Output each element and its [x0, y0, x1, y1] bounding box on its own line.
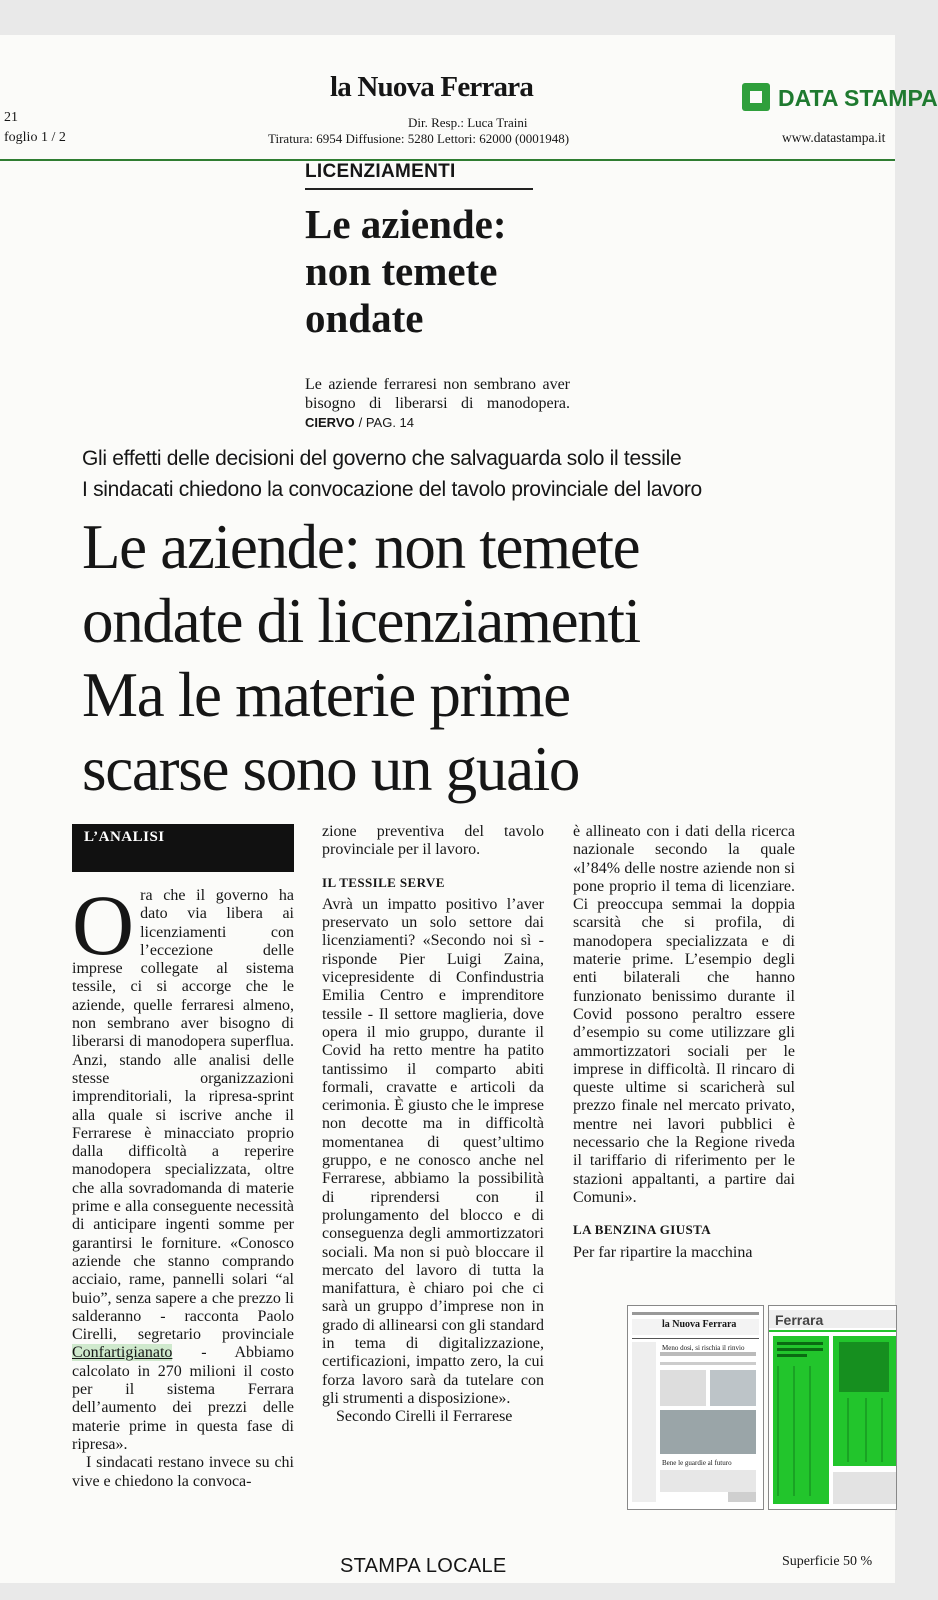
column-2-paragraph: zione preventiva del tavolo provinciale per il lavoro.	[322, 823, 544, 859]
surface-percentage: Superficie 50 %	[782, 1554, 873, 1569]
article-headline-line: scarse sono un guaio	[82, 734, 580, 804]
thumbnail-story: Bene le guardie al futuro	[662, 1459, 732, 1467]
column-3-subheading: LA BENZINA GIUSTA	[573, 1222, 712, 1238]
sheet-number: foglio 1 / 2	[4, 130, 66, 145]
teaser-summary-text: Le aziende ferraresi non sembrano aver bisogno di liberarsi di manodopera.	[305, 376, 570, 412]
teaser-title-line: non temete	[305, 248, 498, 294]
thumbnail-inner-masthead: Ferrara	[775, 1312, 824, 1328]
article-headline-line: Le aziende: non temete	[82, 512, 640, 582]
front-page-thumbnail[interactable]	[627, 1305, 764, 1510]
inner-page-thumbnail-graphic	[769, 1306, 896, 1509]
article-headline-line: Ma le materie prime	[82, 660, 570, 730]
teaser-page-ref: / PAG. 14	[358, 415, 415, 430]
teaser-kicker: LICENZIAMENTI	[305, 161, 456, 182]
section-label-analisi: L’ANALISI	[72, 824, 294, 872]
column-3-paragraph: Per far ripartire la macchina	[573, 1243, 753, 1261]
inner-page-thumbnail[interactable]	[768, 1305, 897, 1510]
director-line: Dir. Resp.: Luca Traini	[408, 115, 528, 130]
thumbnail-masthead: la Nuova Ferrara	[662, 1319, 737, 1330]
column-3-paragraph: è allineato con i dati della ricerca nazionale secondo la quale «l’84% delle nostre aziende non si pone proprio il tema di licenziare. Ci preoccupa semmai la doppia scarsità che si profila, di manodopera specializzata e di materie prime. L’esempio degli enti bilaterali che hanno funzionato benissimo durante il Covid possono peraltro essere d’esempio su come utilizzare gli ammortizzatori sociali per le imprese in difficoltà. Il rincaro di queste ultime si scaricherà sul prezzo finale nel mercato privato, mentre nei lavori pubblici è necessario che la Regione riveda il tariffario di riferimento per le stazioni appaltanti, a partire dai Comuni».	[573, 823, 795, 1206]
data-stampa-name: DATA STAMPA	[778, 85, 938, 111]
highlighted-term-link[interactable]: Confartigianato	[72, 1344, 173, 1362]
article-subtitle: I sindacati chiedono la convocazione del tavolo provinciale del lavoro	[82, 478, 702, 501]
teaser-title-line: Le aziende:	[305, 201, 507, 247]
data-stampa-url[interactable]: www.datastampa.it	[782, 130, 886, 145]
article-column-3	[573, 823, 795, 1262]
column-2-paragraph: Secondo Cirelli il Ferrarese	[336, 1408, 513, 1426]
article-subtitle: Gli effetti delle decisioni del governo che salvaguarda solo il tessile	[82, 447, 682, 470]
article-column-1	[72, 877, 294, 1491]
press-clipping-page	[0, 35, 938, 1583]
footer-section-label: STAMPA LOCALE	[340, 1555, 507, 1577]
column-1-text: ra che il governo ha dato via libera ai licenziamenti con l’eccezione delle imprese collegate al sistema tessile, ci si accorge che le aziende, quelle ferraresi almeno, non sembrano aver bisogno di liberarsi di manodopera superflua. Anzi, stando alle analisi delle stesse organizzazioni imprenditoriali, la ripresa-sprint alla quale si iscrive anche il Ferrarese è minacciato proprio dalla difficoltà a reperire manodopera specializzata, oltre che alla sovradomanda di materie prime e alla conseguente necessità di anticipare ingenti somme per garantirsi le forniture. «Conosco aziende che stanno comprando acciaio, rame, pannelli solari “al buio”, senza sapere a che prezzo li salderanno - racconta Paolo Cirelli, segretario provinciale	[72, 887, 294, 1344]
column-2-subheading: IL TESSILE SERVE	[322, 874, 445, 890]
front-page-thumbnail-graphic	[628, 1306, 763, 1509]
teaser-summary	[305, 375, 570, 432]
article-headline-line: ondate di licenziamenti	[82, 586, 640, 656]
column-1-paragraph: I sindacati restano invece su chi vive e chiedono la convoca-	[72, 1454, 294, 1490]
circulation-line: Tiratura: 6954 Diffusione: 5280 Lettori: 62000 (0001948)	[268, 131, 570, 146]
drop-cap: O	[72, 877, 135, 973]
newspaper-masthead: la Nuova Ferrara	[330, 71, 534, 103]
teaser-author: CIERVO	[305, 415, 355, 430]
kicker-underline	[305, 188, 533, 190]
article-column-2	[322, 823, 544, 1427]
column-1-text-cont: - Abbiamo calcolato in 270 milioni il costo per il sistema Ferrara dell’aumento dei prezzi delle materie prime in questa fase di ripresa».	[72, 1344, 294, 1453]
data-stampa-logo-icon	[742, 83, 770, 111]
teaser-title	[305, 201, 507, 342]
date-fragment: 21	[4, 110, 18, 125]
column-2-paragraph: Avrà un impatto positivo l’aver preservato un solo settore dai licenziamenti? «Secondo noi sì - risponde Pier Luigi Zaina, vicepresidente di Confindustria Emilia Centro e imprenditore tessile - Il settore maglieria, dove opera il mio gruppo, durante il Covid ha retto mentre ha patito tantissimo il comparto abiti formali, cravatte e articoli da cerimonia. È giusto che le imprese non decotte ma in difficoltà momentanea di quest’ultimo gruppo, e ne conosco anche nel Ferrarese, abbiamo la possibilità di riprendersi con il prolungamento del blocco e di conseguenza degli ammortizzatori sociali. Ma non si può bloccare il mercato del lavoro di tutta la manifattura, è chiaro poi che ci sarà un gruppo d’imprese non in grado di allinearsi con gli standard in tema di digitalizzazione, certificazioni, impatto zero, la cui forza lavoro sarà da tutelare con gli strumenti a disposizione».	[322, 895, 544, 1407]
teaser-title-line: ondate	[305, 295, 424, 341]
thumbnail-headline: Meno dosi, si rischia il rinvio	[662, 1344, 745, 1352]
